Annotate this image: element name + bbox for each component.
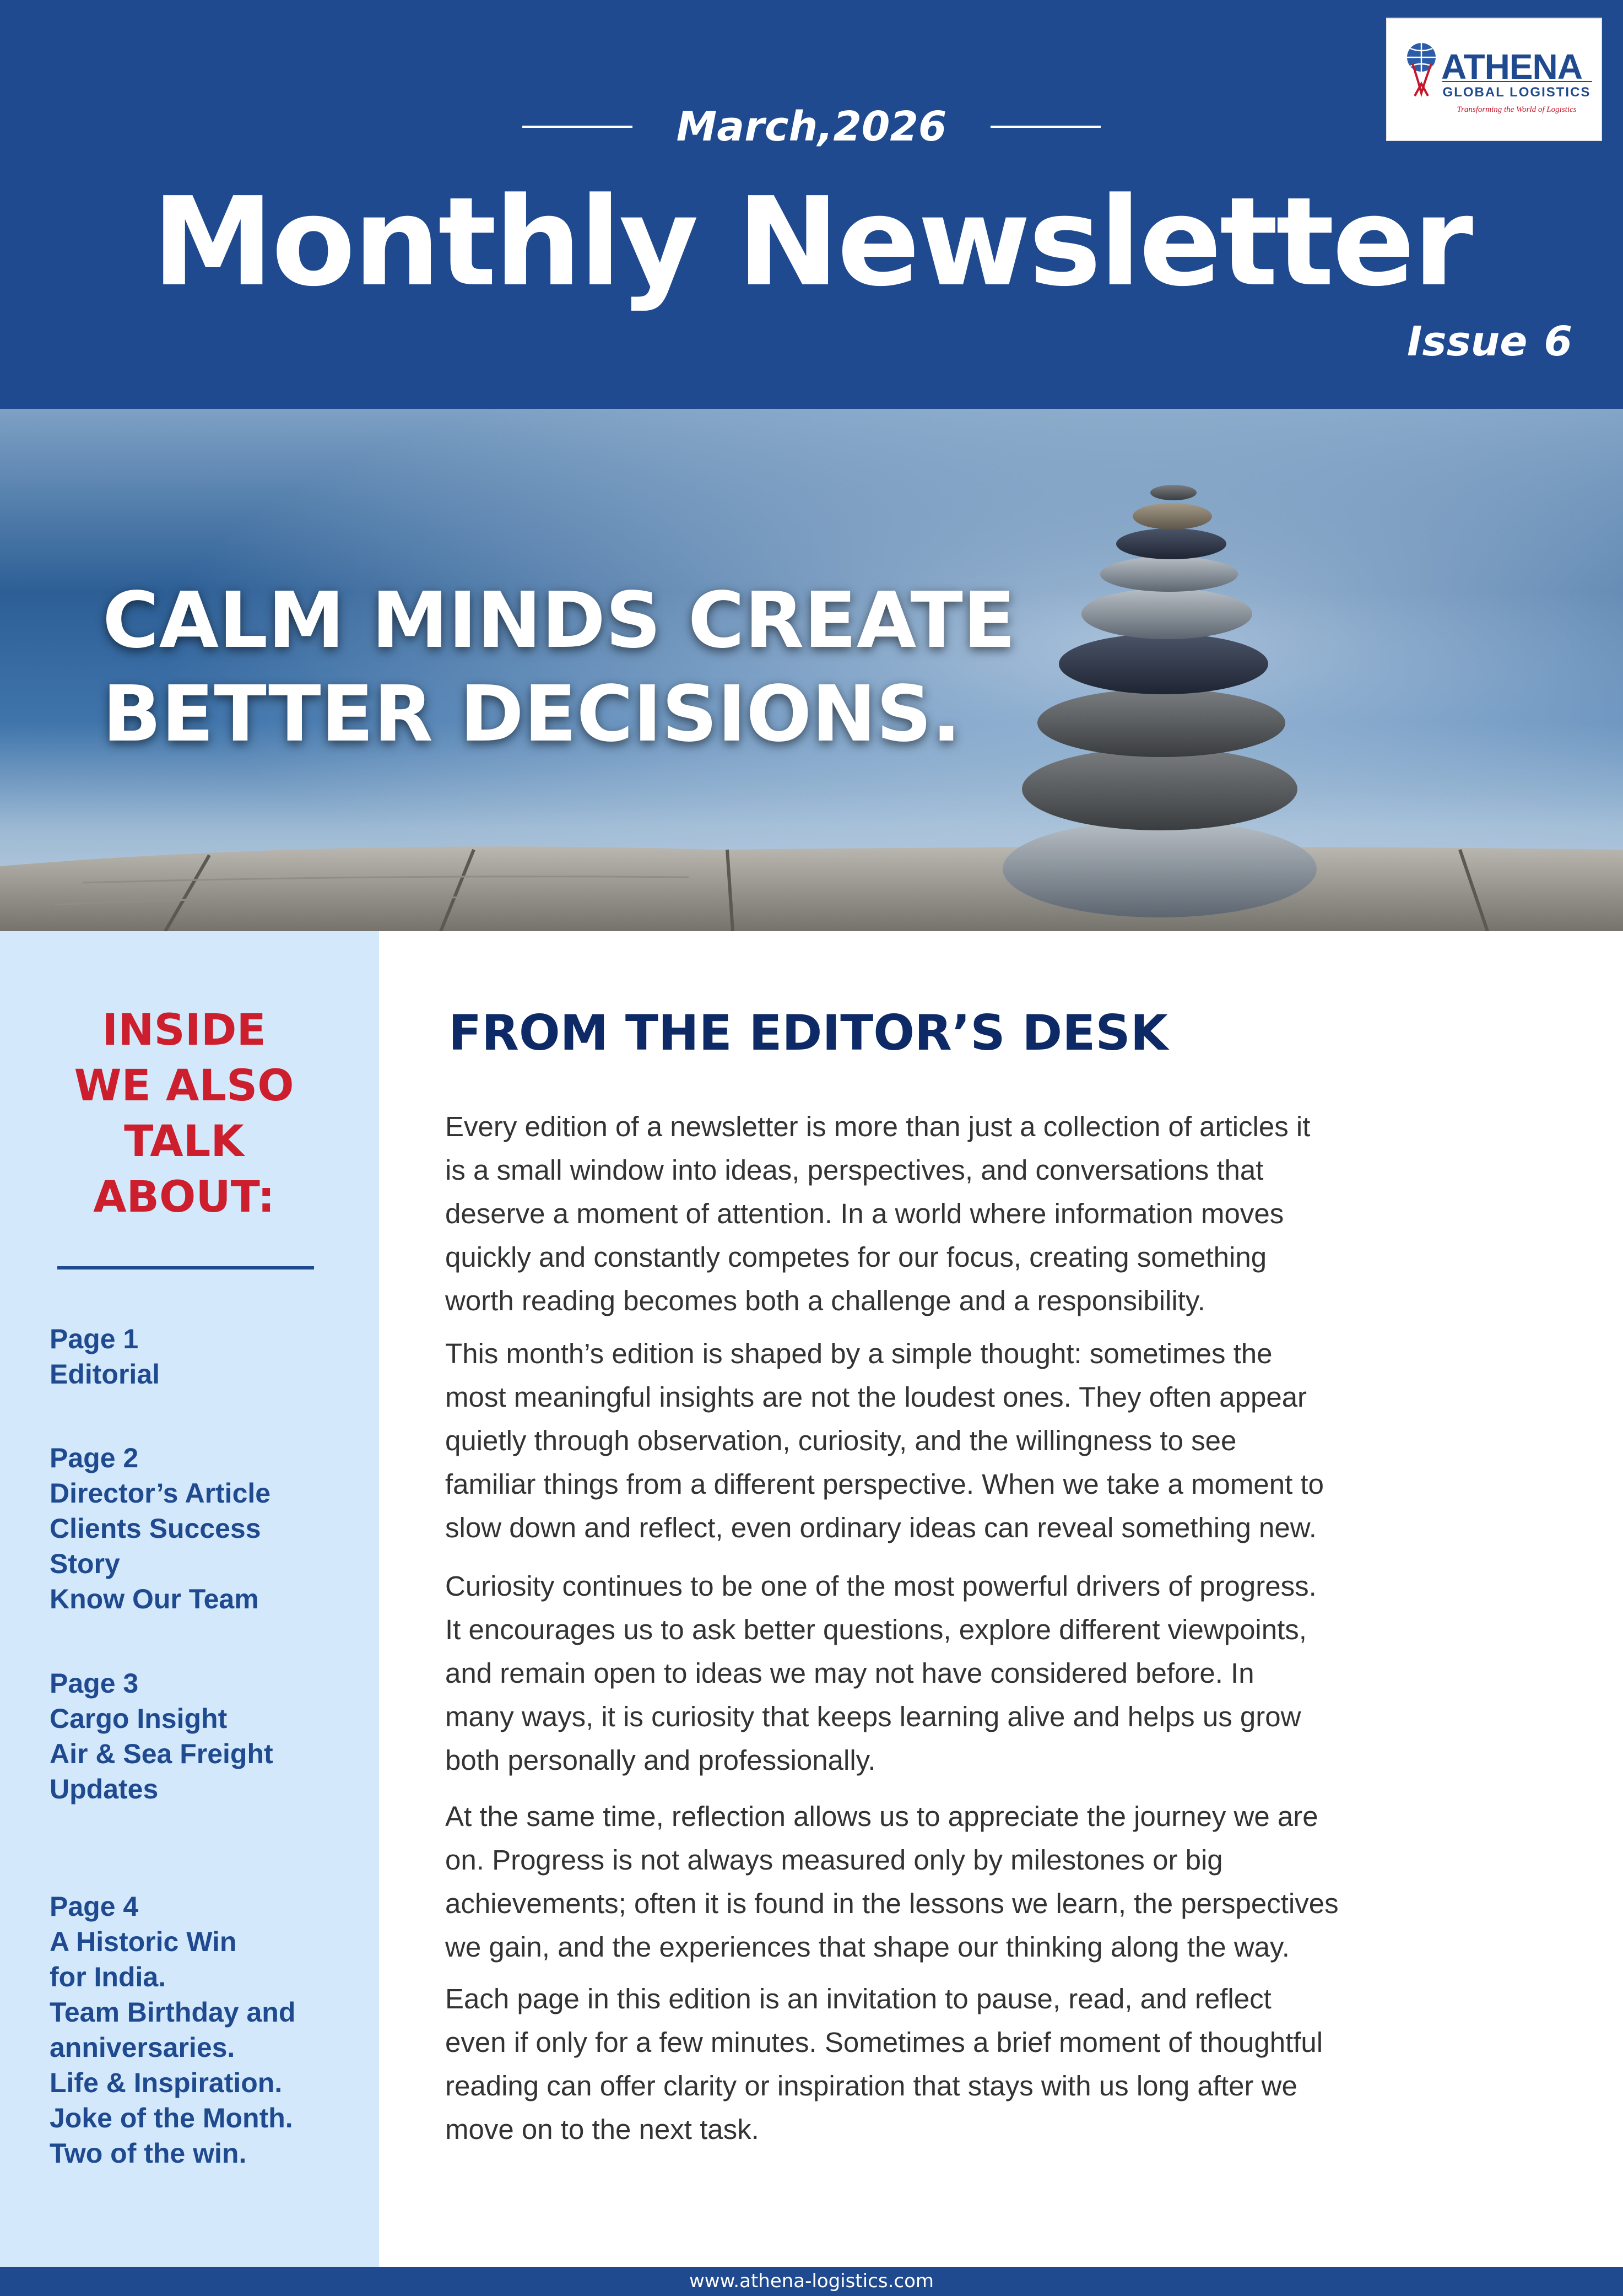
hero-quote-line: BETTER DECISIONS. [102, 669, 961, 759]
date-rule-right [991, 126, 1101, 128]
toc-item[interactable]: Know Our Team [50, 1584, 259, 1614]
toc-item[interactable]: Life & Inspiration. [50, 2067, 283, 2098]
editorial-paragraph [445, 1564, 1525, 1782]
paragraph-line: move on to the next task. [445, 2114, 759, 2145]
paragraph-line: many ways, it is curiosity that keeps learning alive and helps us grow [445, 1701, 1301, 1732]
paragraph-line: is a small window into ideas, perspectives, and conversations that [445, 1154, 1264, 1186]
toc-item[interactable]: Director’s Article [50, 1478, 271, 1509]
paragraph-line: reading can offer clarity or inspiration that stays with us long after we [445, 2070, 1297, 2101]
paragraph-line: slow down and reflect, even ordinary ideas can reveal something new. [445, 1512, 1317, 1543]
paragraph-line: achievements; often it is found in the lessons we learn, the perspectives [445, 1888, 1339, 1919]
toc-item[interactable]: Joke of the Month. [50, 2103, 293, 2133]
issue-label: Issue [1407, 318, 1528, 365]
toc-item[interactable]: Team Birthday and [50, 1997, 296, 2028]
paragraph-line: both personally and professionally. [445, 1744, 876, 1776]
paragraph-line: we gain, and the experiences that shape our thinking along the way. [445, 1931, 1290, 1963]
sidebar-heading-line: INSIDE [102, 1006, 266, 1055]
paragraph-line: This month’s edition is shaped by a simple thought: sometimes the [445, 1338, 1273, 1369]
hero-banner [0, 409, 1623, 931]
toc-item[interactable]: for India. [50, 1962, 166, 1992]
paragraph-line: familiar things from a different perspective. When we take a moment to [445, 1468, 1324, 1500]
logo-name: ATHENA [1441, 47, 1582, 87]
sidebar-heading [0, 1003, 368, 1225]
contents-sidebar [0, 931, 379, 2267]
editorial-section [379, 931, 1623, 2267]
toc-page-3[interactable] [50, 1666, 273, 1807]
paragraph-line: quickly and constantly competes for our focus, creating something [445, 1241, 1267, 1273]
sidebar-heading-line: TALK [124, 1117, 244, 1166]
sidebar-heading-line: WE ALSO [74, 1061, 294, 1111]
toc-page-2[interactable] [50, 1440, 270, 1617]
paragraph-line: and remain open to ideas we may not have considered before. In [445, 1657, 1254, 1689]
paragraph-line: most meaningful insights are not the loudest ones. They often appear [445, 1381, 1307, 1413]
section-title: FROM THE EDITOR’S DESK [448, 1004, 1168, 1061]
paragraph-line: on. Progress is not always measured only by milestones or big [445, 1844, 1223, 1876]
paragraph-line: even if only for a few minutes. Sometimes a brief moment of thoughtful [445, 2027, 1323, 2058]
toc-page-label[interactable]: Page 3 [50, 1668, 139, 1699]
toc-page-label[interactable]: Page 4 [50, 1891, 139, 1922]
date-row [0, 96, 1623, 157]
toc-page-label[interactable]: Page 2 [50, 1443, 139, 1473]
date-rule-left [522, 126, 632, 128]
toc-page-label[interactable]: Page 1 [50, 1323, 139, 1354]
editorial-paragraph [445, 1795, 1525, 1969]
hero-quote [102, 574, 1039, 761]
hero-quote-line: CALM MINDS CREATE [102, 576, 1016, 666]
toc-item[interactable]: A Historic Win [50, 1926, 237, 1957]
footer-url[interactable]: www.athena-logistics.com [0, 2267, 1623, 2296]
sidebar-heading-line: ABOUT: [93, 1173, 275, 1222]
toc-item[interactable]: Two of the win. [50, 2138, 247, 2169]
toc-item[interactable]: Clients Success [50, 1513, 261, 1544]
logo-tagline: Transforming the World of Logistics [1457, 105, 1577, 114]
paragraph-line: Every edition of a newsletter is more than just a collection of articles it [445, 1111, 1311, 1142]
editorial-paragraph [445, 1105, 1525, 1322]
editorial-paragraph [445, 1332, 1525, 1549]
toc-page-4[interactable] [50, 1889, 295, 2171]
sidebar-divider [57, 1266, 314, 1269]
paragraph-line: worth reading becomes both a challenge and a responsibility. [445, 1285, 1205, 1316]
company-logo [1386, 18, 1602, 141]
paragraph-line: Each page in this edition is an invitation to pause, read, and reflect [445, 1983, 1272, 2014]
toc-item[interactable]: Air & Sea Freight [50, 1738, 273, 1769]
toc-item[interactable]: Editorial [50, 1359, 160, 1390]
issue-number: 6 [1544, 318, 1572, 365]
logo-subtitle: GLOBAL LOGISTICS [1442, 85, 1591, 100]
paragraph-line: quietly through observation, curiosity, and the willingness to see [445, 1425, 1237, 1456]
issue-date: March,2026 [676, 103, 947, 150]
paragraph-line: Curiosity continues to be one of the most powerful drivers of progress. [445, 1570, 1317, 1602]
toc-item[interactable]: Updates [50, 1774, 159, 1805]
paragraph-line: It encourages us to ask better questions, explore different viewpoints, [445, 1614, 1307, 1645]
newsletter-title: Monthly Newsletter [152, 171, 1471, 314]
newsletter-header [0, 0, 1623, 409]
issue-number-row [1407, 314, 1572, 369]
toc-item[interactable]: Story [50, 1548, 120, 1579]
editorial-paragraph [445, 1977, 1525, 2151]
toc-item[interactable]: Cargo Insight [50, 1703, 228, 1734]
paragraph-line: At the same time, reflection allows us to appreciate the journey we are [445, 1801, 1318, 1832]
toc-page-1[interactable] [50, 1321, 160, 1392]
paragraph-line: deserve a moment of attention. In a world where information moves [445, 1198, 1284, 1229]
toc-item[interactable]: anniversaries. [50, 2032, 235, 2063]
